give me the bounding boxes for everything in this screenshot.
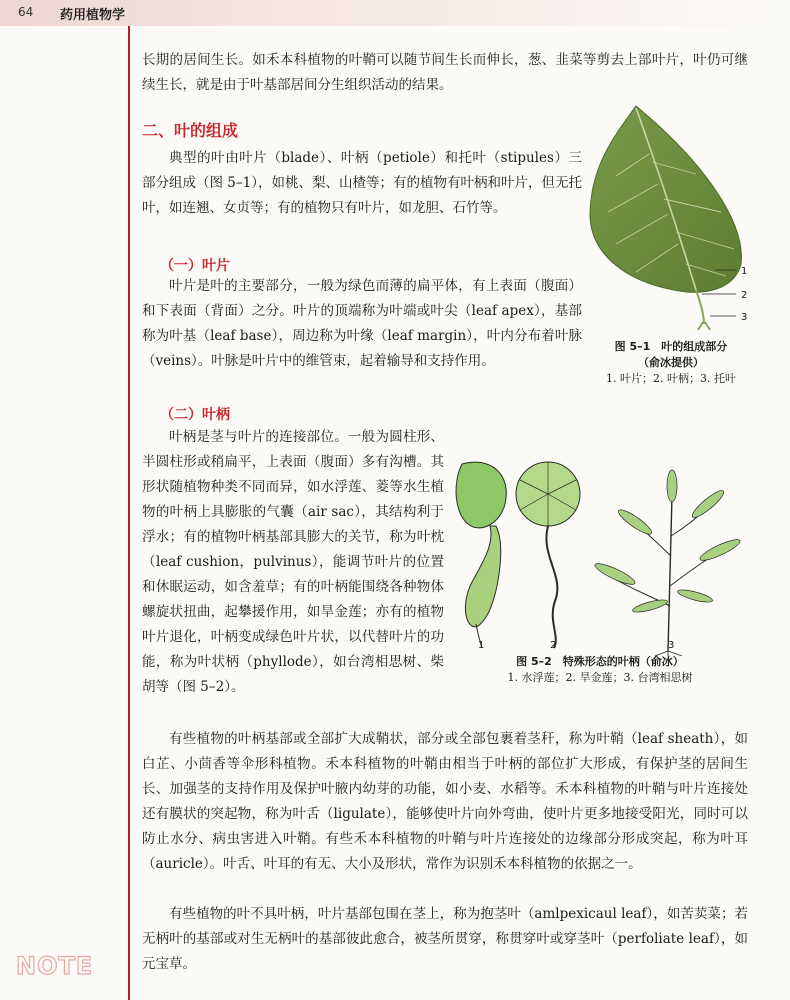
fig1-label-1: 1 xyxy=(741,266,748,277)
note-mark: NOTE xyxy=(16,952,94,980)
page-header xyxy=(0,0,790,26)
figure2-title: 图 5–2 特殊形态的叶柄（俞冰） xyxy=(516,655,684,668)
figure2-part-labels xyxy=(450,634,750,654)
figure1-caption xyxy=(596,339,746,387)
figure1-title: 图 5–1 叶的组成部分 xyxy=(614,340,728,353)
figure2-caption xyxy=(460,654,740,686)
subsection-title-petiole: （二）叶柄 xyxy=(160,407,230,423)
section-title: 二、叶的组成 xyxy=(142,121,239,140)
fig1-label-3: 3 xyxy=(741,312,748,323)
nasturtium-drawing xyxy=(516,462,580,648)
leaf-illustration xyxy=(586,104,766,336)
figure-leaf-parts xyxy=(586,104,766,336)
paragraph-blade: 叶片是叶的主要部分，一般为绿色而薄的扁平体，有上表面（腹面）和下表面（背面）之分。叶片的顶端称为叶端或叶尖（leaf apex），基部称为叶基（leaf base），周边称为叶缘（leaf margin），叶内分布着叶脉（veins）。叶脉是叶片中的维管束，起着输导和支持作用。 xyxy=(142,278,582,369)
figure1-legend: 1. 叶片；2. 叶柄；3. 托叶 xyxy=(606,372,736,385)
water-hyacinth-drawing xyxy=(456,462,506,648)
subsection-title-blade: （一）叶片 xyxy=(160,258,230,274)
fig1-label-2: 2 xyxy=(741,290,748,301)
book-title: 药用植物学 xyxy=(60,8,126,23)
fig2-label-2: 2 xyxy=(550,640,557,651)
page-number: 64 xyxy=(18,5,34,19)
figure2-legend: 1. 水浮莲；2. 旱金莲；3. 台湾相思树 xyxy=(507,671,693,684)
petiole-illustrations xyxy=(450,456,750,656)
paragraph-intro: 长期的居间生长。如禾本科植物的叶鞘可以随节间生长而伸长，葱、韭菜等剪去上部叶片，叶仍可继续生长，就是由于叶基部居间分生组织活动的结果。 xyxy=(142,52,748,93)
fig2-label-3: 3 xyxy=(668,640,675,651)
paragraph-amplexicaul: 有些植物的叶不具叶柄，叶片基部包围在茎上，称为抱茎叶（amlpexicaul leaf），如苦荬菜；若无柄叶的基部或对生无柄叶的基部彼此愈合，被茎所贯穿，称贯穿叶或穿茎叶（perfoliate leaf），如元宝草。 xyxy=(142,906,748,972)
paragraph-petiole: 叶柄是茎与叶片的连接部位。一般为圆柱形、半圆柱形或稍扁平，上表面（腹面）多有沟槽。其形状随植物种类不同而异，如水浮莲、菱等水生植物的叶柄上具膨胀的气囊（air sac），其结构利于浮水；有的植物叶柄基部具膨大的关节，称为叶枕（leaf cushion，pulvinus），能调节叶片的位置和休眠运动，如含羞草；有的叶柄能围绕各种物体螺旋状扭曲，起攀援作用，如旱金莲；亦有的植物叶片退化，叶柄变成绿色叶片状，以代替叶片的功能，称为叶状柄（phyllode），如台湾相思树、柴胡等（图 5–2）。 xyxy=(142,429,444,695)
paragraph-composition: 典型的叶由叶片（blade）、叶柄（petiole）和托叶（stipules）三部分组成（图 5–1），如桃、梨、山楂等；有的植物有叶柄和叶片，但无托叶，如连翘、女贞等；有的植物只有叶片，如龙胆、石竹等。 xyxy=(142,150,582,216)
taiwan-acacia-drawing xyxy=(593,470,742,656)
paragraph-sheath: 有些植物的叶柄基部或全部扩大成鞘状，部分或全部包裹着茎秆，称为叶鞘（leaf sheath），如白芷、小茴香等伞形科植物。禾本科植物的叶鞘由相当于叶柄的部位扩大形成，有保护茎的居间生长、加强茎的支持作用及保护叶腋内幼芽的功能，如小麦、水稻等。禾本科植物的叶鞘与叶片连接处还有膜状的突起物，称为叶舌（ligulate），能够使叶片向外弯曲，使叶片更多地接受阳光，同时可以防止水分、病虫害进入叶鞘。有些禾本科植物的叶鞘与叶片连接处的边缘部分形成突起，称为叶耳（auricle）。叶舌、叶耳的有无、大小及形状，常作为识别禾本科植物的依据之一。 xyxy=(142,731,748,872)
figure-special-petioles xyxy=(450,456,750,656)
margin-rule xyxy=(128,26,130,1000)
fig2-label-1: 1 xyxy=(478,640,485,651)
figure1-credit: （俞冰提供） xyxy=(638,356,704,369)
